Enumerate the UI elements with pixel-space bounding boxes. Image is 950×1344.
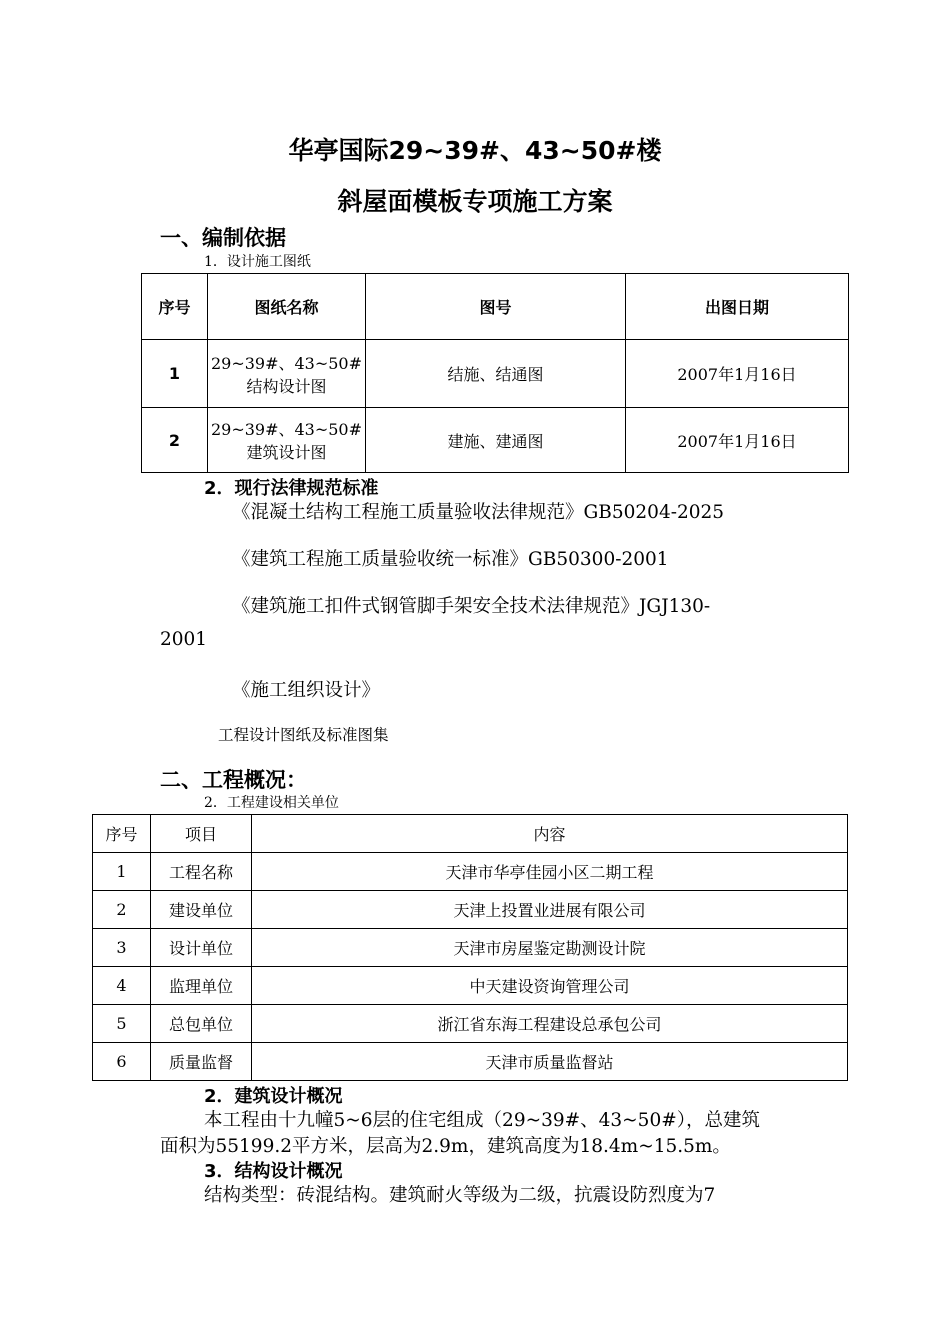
row-item: 总包单位	[151, 1005, 252, 1043]
arch-text-line2: 面积为55199.2平方米，层高为2.9m，建筑高度为18.4m~15.5m。	[160, 1136, 731, 1157]
row-no: 1	[93, 853, 151, 891]
col-header-code: 图号	[366, 274, 626, 340]
col-header-content: 内容	[252, 815, 848, 853]
standards-note: 工程设计图纸及标准图集	[218, 726, 389, 744]
row-content: 天津市房屋鉴定勘测设计院	[252, 929, 848, 967]
col-header-date: 出图日期	[626, 274, 849, 340]
table-row	[93, 1043, 848, 1081]
arch-text-line1: 本工程由十九幢5~6层的住宅组成（29~39#、43~50#），总建筑	[204, 1110, 760, 1131]
row-no: 6	[93, 1043, 151, 1081]
table-row	[142, 340, 849, 408]
col-header-no: 序号	[93, 815, 151, 853]
table-row	[93, 891, 848, 929]
doc-title-line2: 斜屋面模板专项施工方案	[337, 187, 613, 216]
section1-sub1: 1．设计施工图纸	[204, 254, 311, 270]
doc-title-line1: 华亭国际29~39#、43~50#楼	[288, 136, 662, 165]
table-header-row	[142, 274, 849, 340]
section2-sub3: 3．结构设计概况	[204, 1161, 343, 1182]
table-row	[93, 1005, 848, 1043]
row-name	[208, 340, 366, 408]
row-item: 建设单位	[151, 891, 252, 929]
standard-item-cont: 2001	[160, 629, 208, 650]
col-header-item: 项目	[151, 815, 252, 853]
table-row	[142, 408, 849, 473]
row-no: 3	[93, 929, 151, 967]
row-item: 工程名称	[151, 853, 252, 891]
row-item: 设计单位	[151, 929, 252, 967]
struct-text: 结构类型：砖混结构。建筑耐火等级为二级，抗震设防烈度为7	[204, 1185, 716, 1206]
row-no: 5	[93, 1005, 151, 1043]
standard-item: 《建筑工程施工质量验收统一标准》GB50300-2001	[232, 549, 669, 570]
standard-item: 《施工组织设计》	[232, 680, 381, 701]
section2-sub2: 2．建筑设计概况	[204, 1086, 343, 1107]
row-no: 2	[93, 891, 151, 929]
row-name-line2: 结构设计图	[246, 376, 327, 396]
section2-heading: 二、工程概况：	[160, 768, 307, 792]
row-code: 结施、结通图	[366, 340, 626, 408]
table-row	[93, 967, 848, 1005]
section1-sub2: 2．现行法律规范标准	[204, 478, 379, 499]
row-content: 浙江省东海工程建设总承包公司	[252, 1005, 848, 1043]
col-header-no: 序号	[142, 274, 208, 340]
row-no: 2	[142, 408, 208, 473]
row-date: 2007年1月16日	[626, 408, 849, 473]
row-no: 4	[93, 967, 151, 1005]
row-content: 天津市质量监督站	[252, 1043, 848, 1081]
row-item: 监理单位	[151, 967, 252, 1005]
table-row	[93, 929, 848, 967]
row-name-line1: 29~39#、43~50#	[210, 420, 363, 439]
row-code: 建施、建通图	[366, 408, 626, 473]
units-table	[92, 814, 848, 1081]
standard-item: 《建筑施工扣件式钢管脚手架安全技术法律规范》JGJ130-	[232, 596, 711, 617]
row-date: 2007年1月16日	[626, 340, 849, 408]
standard-item: 《混凝土结构工程施工质量验收法律规范》GB50204-2025	[232, 502, 725, 523]
section1-heading: 一、编制依据	[160, 226, 286, 250]
row-name	[208, 408, 366, 473]
row-content: 天津市华亭佳园小区二期工程	[252, 853, 848, 891]
row-item: 质量监督	[151, 1043, 252, 1081]
row-name-line1: 29~39#、43~50#	[210, 353, 363, 373]
row-name-line2: 建筑设计图	[246, 443, 327, 462]
col-header-name: 图纸名称	[208, 274, 366, 340]
table-header-row	[93, 815, 848, 853]
drawings-table	[141, 273, 849, 473]
row-content: 天津上投置业进展有限公司	[252, 891, 848, 929]
table-row	[93, 853, 848, 891]
row-no: 1	[142, 340, 208, 408]
section2-sub1: 2．工程建设相关单位	[204, 795, 339, 811]
row-content: 中天建设资询管理公司	[252, 967, 848, 1005]
